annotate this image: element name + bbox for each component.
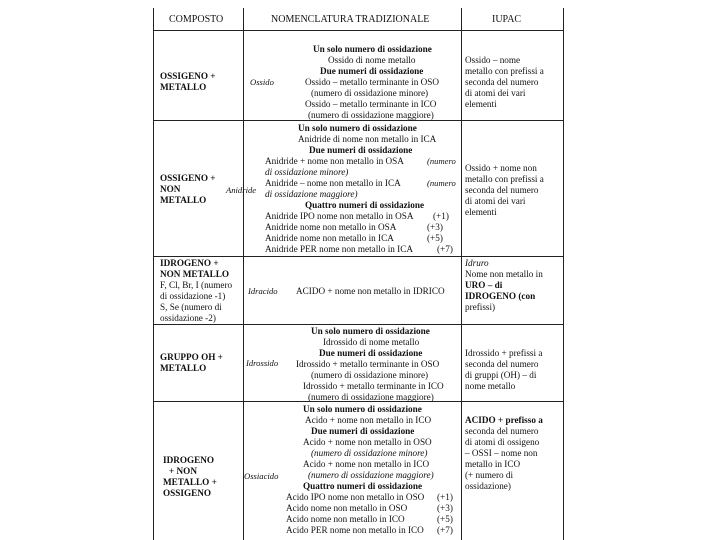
table-border-right: [563, 8, 564, 540]
composto-line: OSSIGENO +: [160, 173, 216, 183]
iupac-line: Ossido – nome: [465, 55, 521, 65]
class-label-anidride: Anidride: [226, 185, 257, 195]
column-divider: [461, 8, 462, 540]
iupac-line: di atomi dei vari: [465, 196, 526, 206]
header-composto: COMPOSTO: [169, 14, 224, 25]
iupac-line: seconda del numero: [465, 185, 539, 195]
iupac-line: nome metallo: [465, 381, 516, 391]
row-divider: [153, 256, 564, 257]
iupac-line: metallo con prefissi a: [465, 66, 544, 76]
composto-line: METALLO: [160, 82, 207, 92]
iupac-line: prefissi): [465, 302, 496, 312]
iupac-line: Nome non metallo in: [465, 269, 543, 279]
header-divider: [153, 30, 564, 31]
trad-line: Acido nome non metallo in ICO: [286, 514, 405, 524]
trad-line: Anidride nome non metallo in OSA: [265, 222, 397, 232]
trad-line: ACIDO + nome non metallo in IDRICO: [296, 286, 445, 296]
trad-line: Un solo numero di ossidazione: [313, 44, 432, 54]
trad-line: (numero di ossidazione minore): [311, 448, 428, 458]
trad-line: Due numeri di ossidazione: [311, 426, 415, 436]
trad-line: Quattro numeri di ossidazione: [303, 481, 423, 491]
composto-line: GRUPPO OH +: [160, 352, 223, 362]
iupac-line: seconda del numero: [465, 426, 539, 436]
trad-note: (+5): [437, 514, 453, 524]
iupac-line: di atomi dei vari: [465, 88, 526, 98]
trad-line: Anidride nome non metallo in ICA: [265, 233, 394, 243]
iupac-line: seconda del numero: [465, 77, 539, 87]
iupac-line: – OSSI – nome non: [465, 448, 538, 458]
column-divider: [243, 8, 244, 540]
iupac-line: ACIDO + prefisso a: [465, 415, 543, 425]
row-divider: [153, 324, 564, 325]
iupac-line: (+ numero di: [465, 470, 514, 480]
trad-line: Anidride IPO nome non metallo in OSA: [265, 211, 414, 221]
iupac-line: metallo in ICO: [465, 459, 521, 469]
trad-line: Due numeri di ossidazione: [309, 145, 413, 155]
trad-line: Idrossido di nome metallo: [323, 337, 420, 347]
iupac-line: Idrossido + prefissi a: [465, 348, 543, 358]
trad-line: Acido + nome non metallo in ICO: [303, 459, 430, 469]
trad-line: (numero di ossidazione minore): [311, 88, 429, 98]
trad-line: (numero di ossidazione maggiore): [308, 110, 434, 120]
iupac-line: di atomi di ossigeno: [465, 437, 540, 447]
composto-line: di ossidazione -1): [160, 291, 226, 301]
trad-line: (numero di ossidazione maggiore): [308, 392, 434, 402]
iupac-line: elementi: [465, 207, 497, 217]
trad-line: Idrossido + metallo terminante in ICO: [303, 381, 444, 391]
trad-line: Quattro numeri di ossidazione: [305, 200, 425, 210]
trad-line: (numero di ossidazione maggiore): [308, 470, 434, 480]
trad-line: Un solo numero di ossidazione: [298, 123, 417, 133]
trad-note: (+1): [437, 492, 453, 502]
trad-line: Un solo numero di ossidazione: [311, 326, 430, 336]
trad-line: Ossido – metallo terminante in ICO: [305, 99, 437, 109]
composto-line: METALLO: [160, 195, 207, 205]
iupac-line: IDROGENO (con: [465, 291, 536, 301]
composto-line: F, Cl, Br, I (numero: [160, 280, 233, 290]
nomenclature-table: [153, 8, 564, 540]
trad-note: (numero: [427, 156, 456, 166]
trad-note: (+7): [437, 525, 453, 535]
composto-line: + NON: [169, 466, 197, 476]
composto-line: NON METALLO: [160, 269, 229, 279]
trad-line: Un solo numero di ossidazione: [303, 404, 422, 414]
composto-line: NON: [160, 184, 181, 194]
trad-line: Anidride di nome non metallo in ICA: [298, 134, 437, 144]
trad-line: di ossidazione minore): [265, 167, 349, 177]
composto-line: OSSIGENO +: [160, 71, 216, 81]
table-border-left: [153, 8, 154, 540]
composto-line: METALLO +: [163, 477, 217, 487]
trad-line: Acido IPO nome non metallo in OSO: [286, 492, 425, 502]
trad-note: (+1): [433, 211, 449, 221]
composto-line: IDROGENO +: [160, 258, 219, 268]
trad-line: Acido nome non metallo in OSO: [286, 503, 408, 513]
trad-line: Acido + nome non metallo in OSO: [303, 437, 432, 447]
trad-note: (numero: [427, 178, 456, 188]
header-tradizionale: NOMENCLATURA TRADIZIONALE: [271, 14, 430, 25]
iupac-line: ossidazione): [465, 481, 511, 491]
trad-line: Acido PER nome non metallo in ICO: [286, 525, 424, 535]
iupac-line: di gruppi (OH) – di: [465, 370, 537, 380]
trad-line: Ossido di nome metallo: [328, 55, 416, 65]
trad-line: Acido + nome non metallo in ICO: [305, 415, 432, 425]
trad-line: Anidride PER nome non metallo in ICA: [265, 244, 414, 254]
composto-line: IDROGENO: [163, 455, 215, 465]
iupac-line: metallo con prefissi a: [465, 174, 544, 184]
trad-line: Anidride + nome non metallo in OSA: [265, 156, 404, 166]
iupac-line: URO – di: [465, 280, 503, 290]
iupac-line: Ossido + nome non: [465, 163, 537, 173]
trad-line: Idrossido + metallo terminante in OSO: [296, 359, 440, 369]
trad-note: (+3): [427, 222, 443, 232]
header-iupac: IUPAC: [492, 14, 522, 25]
composto-line: OSSIGENO: [163, 488, 211, 498]
trad-line: di ossidazione maggiore): [265, 189, 358, 199]
trad-line: Ossido – metallo terminante in OSO: [305, 77, 439, 87]
iupac-line: elementi: [465, 99, 497, 109]
class-label-idracido: Idracido: [248, 286, 278, 296]
trad-note: (+3): [437, 503, 453, 513]
composto-line: S, Se (numero di: [160, 302, 222, 312]
trad-note: (+5): [427, 233, 443, 243]
class-label-ossiacido: Ossiacido: [244, 471, 279, 481]
class-label-ossido: Ossido: [250, 77, 274, 87]
trad-line: Anidride – nome non metallo in ICA: [265, 178, 401, 188]
trad-line: Due numeri di ossidazione: [320, 66, 424, 76]
trad-line: Due numeri di ossidazione: [319, 348, 423, 358]
composto-line: ossidazione -2): [160, 313, 216, 323]
iupac-line: seconda del numero: [465, 359, 539, 369]
iupac-line: Idruro: [465, 258, 489, 268]
class-label-idrossido: Idrossido: [246, 358, 279, 368]
trad-line: (numero di ossidazione minore): [311, 370, 429, 380]
trad-note: (+7): [437, 244, 453, 254]
composto-line: METALLO: [160, 363, 207, 373]
